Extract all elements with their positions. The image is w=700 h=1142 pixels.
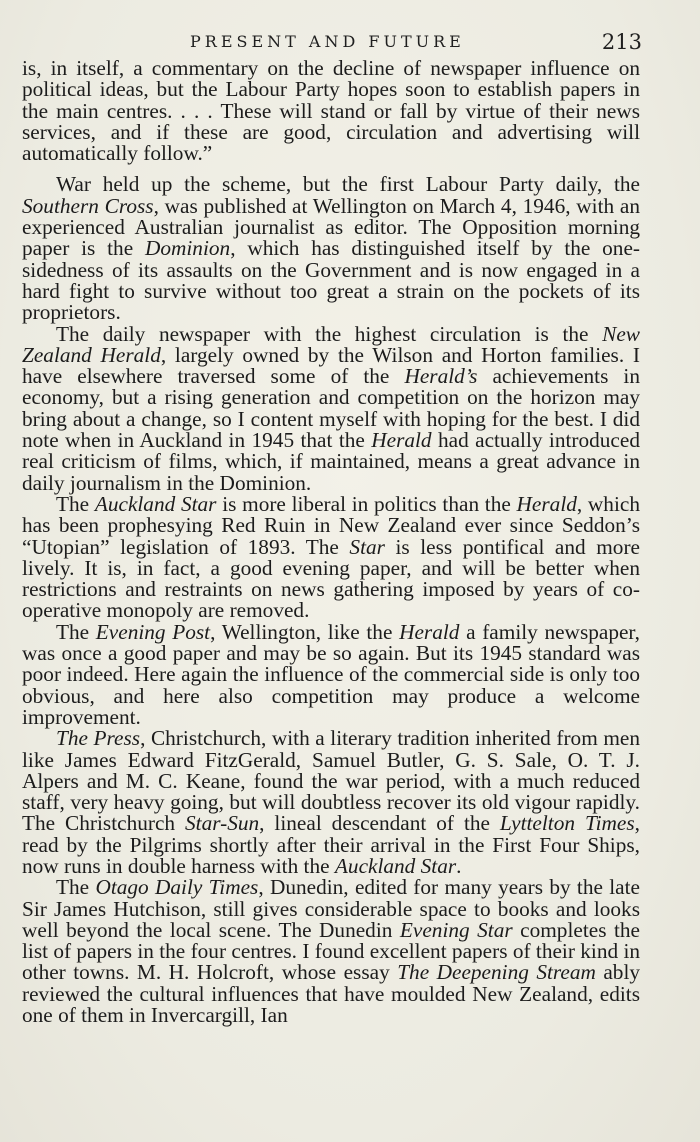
paragraph-4 xyxy=(22,491,640,623)
paragraph-3 xyxy=(22,321,640,495)
text-run: The xyxy=(56,875,96,900)
italic-title: Dominion xyxy=(144,236,231,261)
italic-title: Otago Daily Times xyxy=(95,875,259,900)
text-run: War held up the scheme, but the first Labour Party daily, the xyxy=(56,172,640,197)
italic-title: Lyttelton Times xyxy=(499,811,635,836)
italic-title: Herald xyxy=(516,491,577,516)
italic-title: Evening Post xyxy=(95,619,211,644)
text-run: The xyxy=(56,491,95,516)
italic-title: Evening Star xyxy=(399,917,513,942)
italic-title: Star-Sun xyxy=(185,811,260,836)
italic-title: The Deepening Stream xyxy=(397,960,596,985)
text-run: , read by the Pilgrims shortly after their arrival in the First Four Ships, now runs in double harness with the xyxy=(22,811,640,878)
text-run: The daily newspaper with the highest circulation is the xyxy=(56,321,603,346)
paragraph-2 xyxy=(22,174,640,323)
italic-title: The Press xyxy=(56,726,141,751)
text-run: , which has been prophesying Red Ruin in New Zealand ever since Seddon’s “Utopian” legislation of 1893. The xyxy=(22,491,640,559)
italic-title: Herald’s xyxy=(404,364,478,389)
paragraph-5 xyxy=(22,619,640,729)
running-head: PRESENT AND FUTURE xyxy=(190,32,465,51)
text-run: completes the list of papers in the four centres. I found excellent papers of their kind in other towns. M. H. Holcroft, whose essay xyxy=(22,917,641,985)
text-run: had actually introduced real criticism of films, which, if maintained, means a great advance in daily journalism in the Dominion. xyxy=(22,428,640,495)
italic-title: New Zealand Herald xyxy=(22,321,640,367)
italic-title: Herald xyxy=(399,619,460,644)
text-run: The xyxy=(56,619,96,644)
text-run: is more liberal in politics than the xyxy=(216,491,517,516)
paragraph-7 xyxy=(22,877,640,1026)
italic-title: Herald xyxy=(371,428,432,453)
text-run: . xyxy=(456,853,462,878)
text-run: achievements in economy, but a rising generation and competition on the horizon may bring about a change, so I content myself with hoping for the best. I did note when in Auckland in 1945 that the xyxy=(22,364,640,453)
page-number: 213 xyxy=(601,30,642,54)
text-run: , which has distinguished itself by the one-sidedness of its assaults on the Government and is now engaged in a hard fight to survive without too great a strain on the pockets of its proprietors. xyxy=(22,236,640,325)
text-run: is less pontifical and more lively. It is, in fact, a good evening paper, and will be better when restrictions and restraints on news gathering imposed by years of co-operative monopoly are removed. xyxy=(22,534,640,623)
text-run: , Dunedin, edited for many years by the late Sir James Hutchison, still gives considerable space to books and looks well beyond the local scene. The Dunedin xyxy=(22,875,640,942)
paragraph-6 xyxy=(22,728,640,877)
italic-title: Southern Cross xyxy=(22,193,154,218)
text-run: , largely owned by the Wilson and Horton families. I have elsewhere traversed some of the xyxy=(22,342,640,389)
text-run: a family newspaper, was once a good paper and may be so again. But its 1945 standard was poor indeed. Here again the influence of the commercial side is only too obvious, and here also competition may produce a welcome improvement. xyxy=(22,619,640,729)
paragraph-1 xyxy=(22,58,640,164)
italic-title: Auckland Star xyxy=(94,491,217,516)
text-run: , was published at Wellington on March 4, 1946, with an experienced Australian journalist as editor. The Opposition morning paper is the xyxy=(22,193,640,261)
text-run: , Christchurch, with a literary tradition inherited from men like James Edward FitzGerald, Samuel Butler, G. S. Sale, O. T. J. Alpers and M. C. Keane, found the war period, with a much reduced staff, very heavy going, but will doubtless recover its old vigour rapidly. The Christchurch xyxy=(22,726,640,836)
italic-title: Auckland Star xyxy=(334,853,457,878)
italic-title: Star xyxy=(349,534,385,559)
text-run: ably reviewed the cultural influences that have moulded New Zealand, edits one of them in Invercargill, Ian xyxy=(22,960,641,1028)
page-header xyxy=(0,30,700,56)
body-text xyxy=(22,58,640,1026)
text-run: , lineal descendant of the xyxy=(259,811,500,836)
text-run: is, in itself, a commentary on the decline of newspaper influence on political ideas, but the Labour Party hopes soon to establish papers in the main centres. . . . These will stand or fall by virtue of their news services, and if these are good, circulation and advertising will automatically follow.” xyxy=(22,56,640,166)
text-run: , Wellington, like the xyxy=(210,619,400,644)
